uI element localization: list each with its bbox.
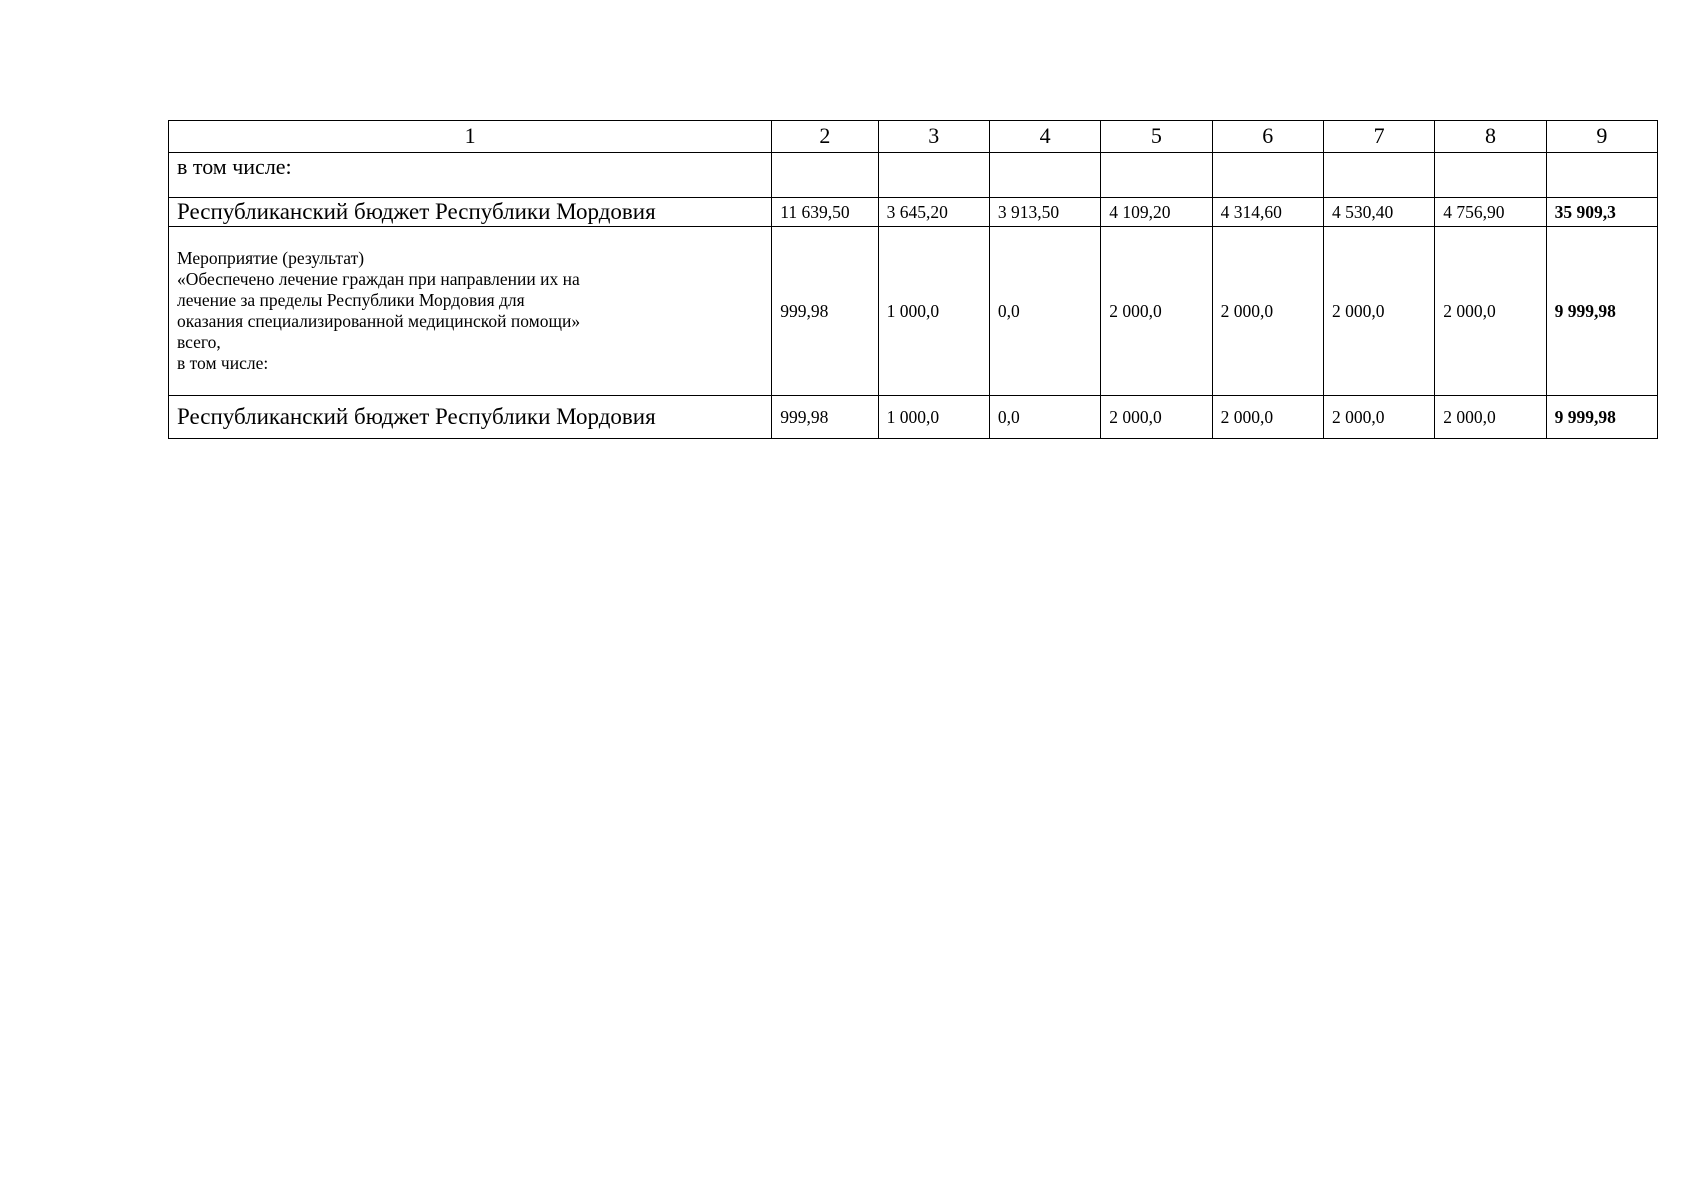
value-cell: 0,0 (989, 227, 1100, 396)
total-cell: 9 999,98 (1546, 227, 1657, 396)
total-cell: 35 909,3 (1546, 198, 1657, 227)
header-cell: 7 (1323, 121, 1434, 153)
value-cell: 3 913,50 (989, 198, 1100, 227)
value-cell: 999,98 (772, 227, 878, 396)
value-cell: 999,98 (772, 396, 878, 439)
header-cell: 6 (1212, 121, 1323, 153)
empty-cell (1435, 153, 1546, 198)
description-line: «Обеспечено лечение граждан при направлении их на (177, 269, 580, 289)
value-cell: 2 000,0 (1323, 396, 1434, 439)
value-cell: 4 530,40 (1323, 198, 1434, 227)
description-line: Мероприятие (результат) (177, 248, 365, 268)
empty-cell (1101, 153, 1212, 198)
description-line: всего, (177, 332, 221, 352)
value-cell: 2 000,0 (1435, 396, 1546, 439)
row-label: Республиканский бюджет Республики Мордовия (169, 396, 772, 439)
budget-table (168, 120, 1658, 439)
event-description (169, 227, 772, 396)
empty-cell (878, 153, 989, 198)
value-cell: 11 639,50 (772, 198, 878, 227)
header-cell: 5 (1101, 121, 1212, 153)
column-number-row (169, 121, 1658, 153)
empty-cell (1212, 153, 1323, 198)
total-cell: 9 999,98 (1546, 396, 1657, 439)
header-cell: 1 (169, 121, 772, 153)
table-row (169, 227, 1658, 396)
subheader-label: в том числе: (169, 153, 772, 198)
value-cell: 2 000,0 (1323, 227, 1434, 396)
header-cell: 4 (989, 121, 1100, 153)
value-cell: 2 000,0 (1101, 227, 1212, 396)
empty-cell (1546, 153, 1657, 198)
row-label: Республиканский бюджет Республики Мордовия (169, 198, 772, 227)
value-cell: 2 000,0 (1212, 227, 1323, 396)
value-cell: 1 000,0 (878, 396, 989, 439)
table-row (169, 198, 1658, 227)
value-cell: 4 109,20 (1101, 198, 1212, 227)
value-cell: 3 645,20 (878, 198, 989, 227)
empty-cell (989, 153, 1100, 198)
value-cell: 2 000,0 (1101, 396, 1212, 439)
description-line: лечение за пределы Республики Мордовия для (177, 290, 525, 310)
header-cell: 8 (1435, 121, 1546, 153)
empty-cell (772, 153, 878, 198)
value-cell: 0,0 (989, 396, 1100, 439)
empty-cell (1323, 153, 1434, 198)
header-cell: 9 (1546, 121, 1657, 153)
table-row (169, 396, 1658, 439)
value-cell: 2 000,0 (1435, 227, 1546, 396)
description-line: оказания специализированной медицинской помощи» (177, 311, 581, 331)
header-cell: 2 (772, 121, 878, 153)
value-cell: 4 756,90 (1435, 198, 1546, 227)
header-cell: 3 (878, 121, 989, 153)
description-line: в том числе: (177, 353, 269, 373)
value-cell: 2 000,0 (1212, 396, 1323, 439)
subheader-row (169, 153, 1658, 198)
value-cell: 1 000,0 (878, 227, 989, 396)
value-cell: 4 314,60 (1212, 198, 1323, 227)
